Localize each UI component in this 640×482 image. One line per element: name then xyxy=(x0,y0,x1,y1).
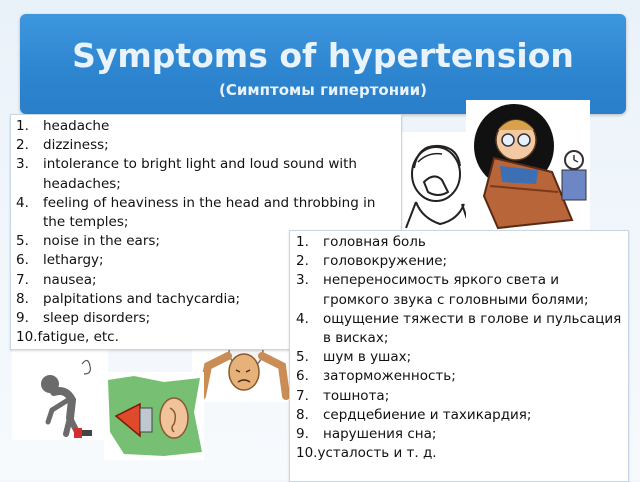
list-item: 9. sleep disorders; xyxy=(16,310,151,327)
slide-title: Symptoms of hypertension xyxy=(72,36,574,75)
list-item: 3. непереносимость яркого света и громкого звука с головными болями; xyxy=(296,272,589,308)
list-item: 2. головокружение; xyxy=(296,253,448,270)
noise-megaphone-illustration xyxy=(104,372,204,460)
list-item: 8. palpitations and tachycardia; xyxy=(16,290,241,307)
insomnia-illustration xyxy=(466,100,590,232)
list-item: 2. dizziness; xyxy=(16,137,109,154)
list-item: 7. тошнота; xyxy=(296,387,390,404)
list-item: 10.усталость и т. д. xyxy=(296,445,437,462)
list-item: 4. ощущение тяжести в голове и пульсация в висках; xyxy=(296,310,622,347)
list-item: 1. головная боль xyxy=(296,234,426,250)
list-item: 6. lethargy; xyxy=(16,252,104,269)
slide-subtitle: (Симптомы гипертонии) xyxy=(219,81,427,99)
list-item: 5. шум в ушах; xyxy=(296,349,412,366)
list-item: 10.fatigue, etc. xyxy=(16,329,119,346)
list-item: 4. feeling of heaviness in the head and throbbing in the temples; xyxy=(16,194,376,231)
list-item: 8. сердцебиение и тахикардия; xyxy=(296,406,532,423)
list-item: 7. nausea; xyxy=(16,271,97,288)
list-item: 9. нарушения сна; xyxy=(296,426,437,443)
list-item: 1. headache xyxy=(16,118,110,134)
russian-symptoms-list xyxy=(296,233,624,463)
list-item: 3. intolerance to bright light and loud sound with headaches; xyxy=(16,156,357,192)
list-item: 6. заторможенность; xyxy=(296,368,456,385)
list-item: 5. noise in the ears; xyxy=(16,233,160,250)
fatigue-figure-illustration xyxy=(12,348,108,440)
